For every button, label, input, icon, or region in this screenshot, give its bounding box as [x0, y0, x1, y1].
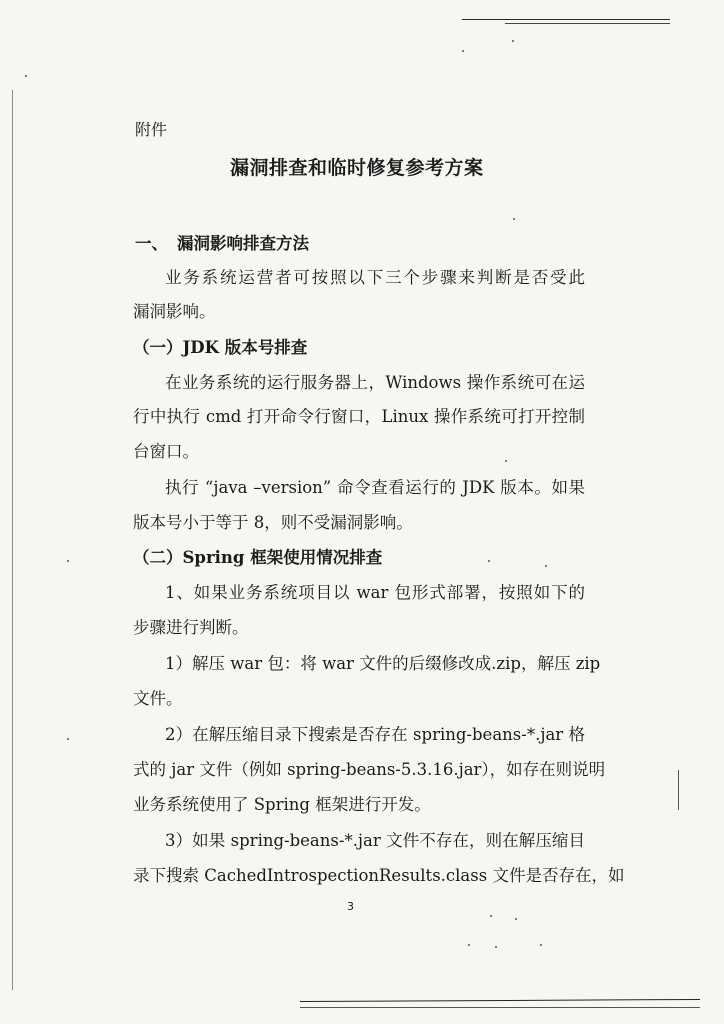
- scan-speck: [462, 50, 464, 52]
- section-heading: [135, 234, 309, 254]
- paragraph-line: 台窗口。: [133, 442, 199, 461]
- paragraph-line: 2）在解压缩目录下搜索是否存在 spring-beans-*.jar 格: [165, 725, 585, 744]
- section-number: 一、: [135, 234, 168, 253]
- scan-speck: [513, 218, 515, 220]
- scan-speck: [468, 944, 470, 946]
- scan-edge-line: [678, 770, 679, 810]
- paragraph-line: 在业务系统的运行服务器上，Windows 操作系统可在运: [165, 373, 585, 392]
- page-number: 3: [347, 900, 354, 913]
- scan-speck: [25, 75, 27, 77]
- scan-edge-line: [12, 90, 13, 990]
- paragraph-line: 版本号小于等于 8，则不受漏洞影响。: [133, 513, 413, 532]
- scan-speck: [67, 560, 69, 562]
- scan-speck: [495, 946, 497, 948]
- scan-speck: [505, 460, 507, 462]
- paragraph-line: 文件。: [133, 689, 183, 708]
- subsection-heading: （一）JDK 版本号排查: [133, 338, 308, 357]
- paragraph-line: 1）解压 war 包：将 war 文件的后缀修改成.zip，解压 zip: [165, 654, 601, 673]
- paragraph-line: 3）如果 spring-beans-*.jar 文件不存在，则在解压缩目: [165, 831, 585, 850]
- paragraph-line: 执行 “java –version” 命令查看运行的 JDK 版本。如果: [165, 478, 585, 497]
- paragraph-line: 业务系统运营者可按照以下三个步骤来判断是否受此: [165, 268, 585, 287]
- paragraph-line: 步骤进行判断。: [133, 618, 249, 637]
- scan-edge-line: [300, 999, 700, 1002]
- paragraph-line: 行中执行 cmd 打开命令行窗口，Linux 操作系统可打开控制: [133, 407, 585, 426]
- scan-speck: [490, 915, 492, 917]
- attachment-label: 附件: [135, 120, 168, 139]
- scan-edge-line: [300, 1007, 700, 1008]
- section-title: 漏洞影响排查方法: [177, 234, 309, 253]
- scan-speck: [488, 560, 490, 562]
- scan-speck: [515, 918, 517, 920]
- paragraph-line: 漏洞影响。: [133, 302, 216, 321]
- scan-speck: [545, 565, 547, 567]
- paragraph-line: 录下搜索 CachedIntrospectionResults.class 文件是否存在，如: [133, 866, 625, 885]
- document-title: 漏洞排查和临时修复参考方案: [230, 157, 484, 179]
- paragraph-line: 式的 jar 文件（例如 spring-beans-5.3.16.jar），如存在则说明: [133, 760, 606, 779]
- paragraph-line: 1、如果业务系统项目以 war 包形式部署，按照如下的: [165, 583, 585, 602]
- paragraph-line: 业务系统使用了 Spring 框架进行开发。: [133, 795, 431, 814]
- scan-speck: [67, 738, 69, 740]
- scan-speck: [540, 944, 542, 946]
- scan-edge-line: [462, 19, 670, 20]
- subsection-heading: （二）Spring 框架使用情况排查: [133, 548, 383, 567]
- scan-edge-line: [505, 23, 670, 24]
- scan-speck: [512, 40, 514, 42]
